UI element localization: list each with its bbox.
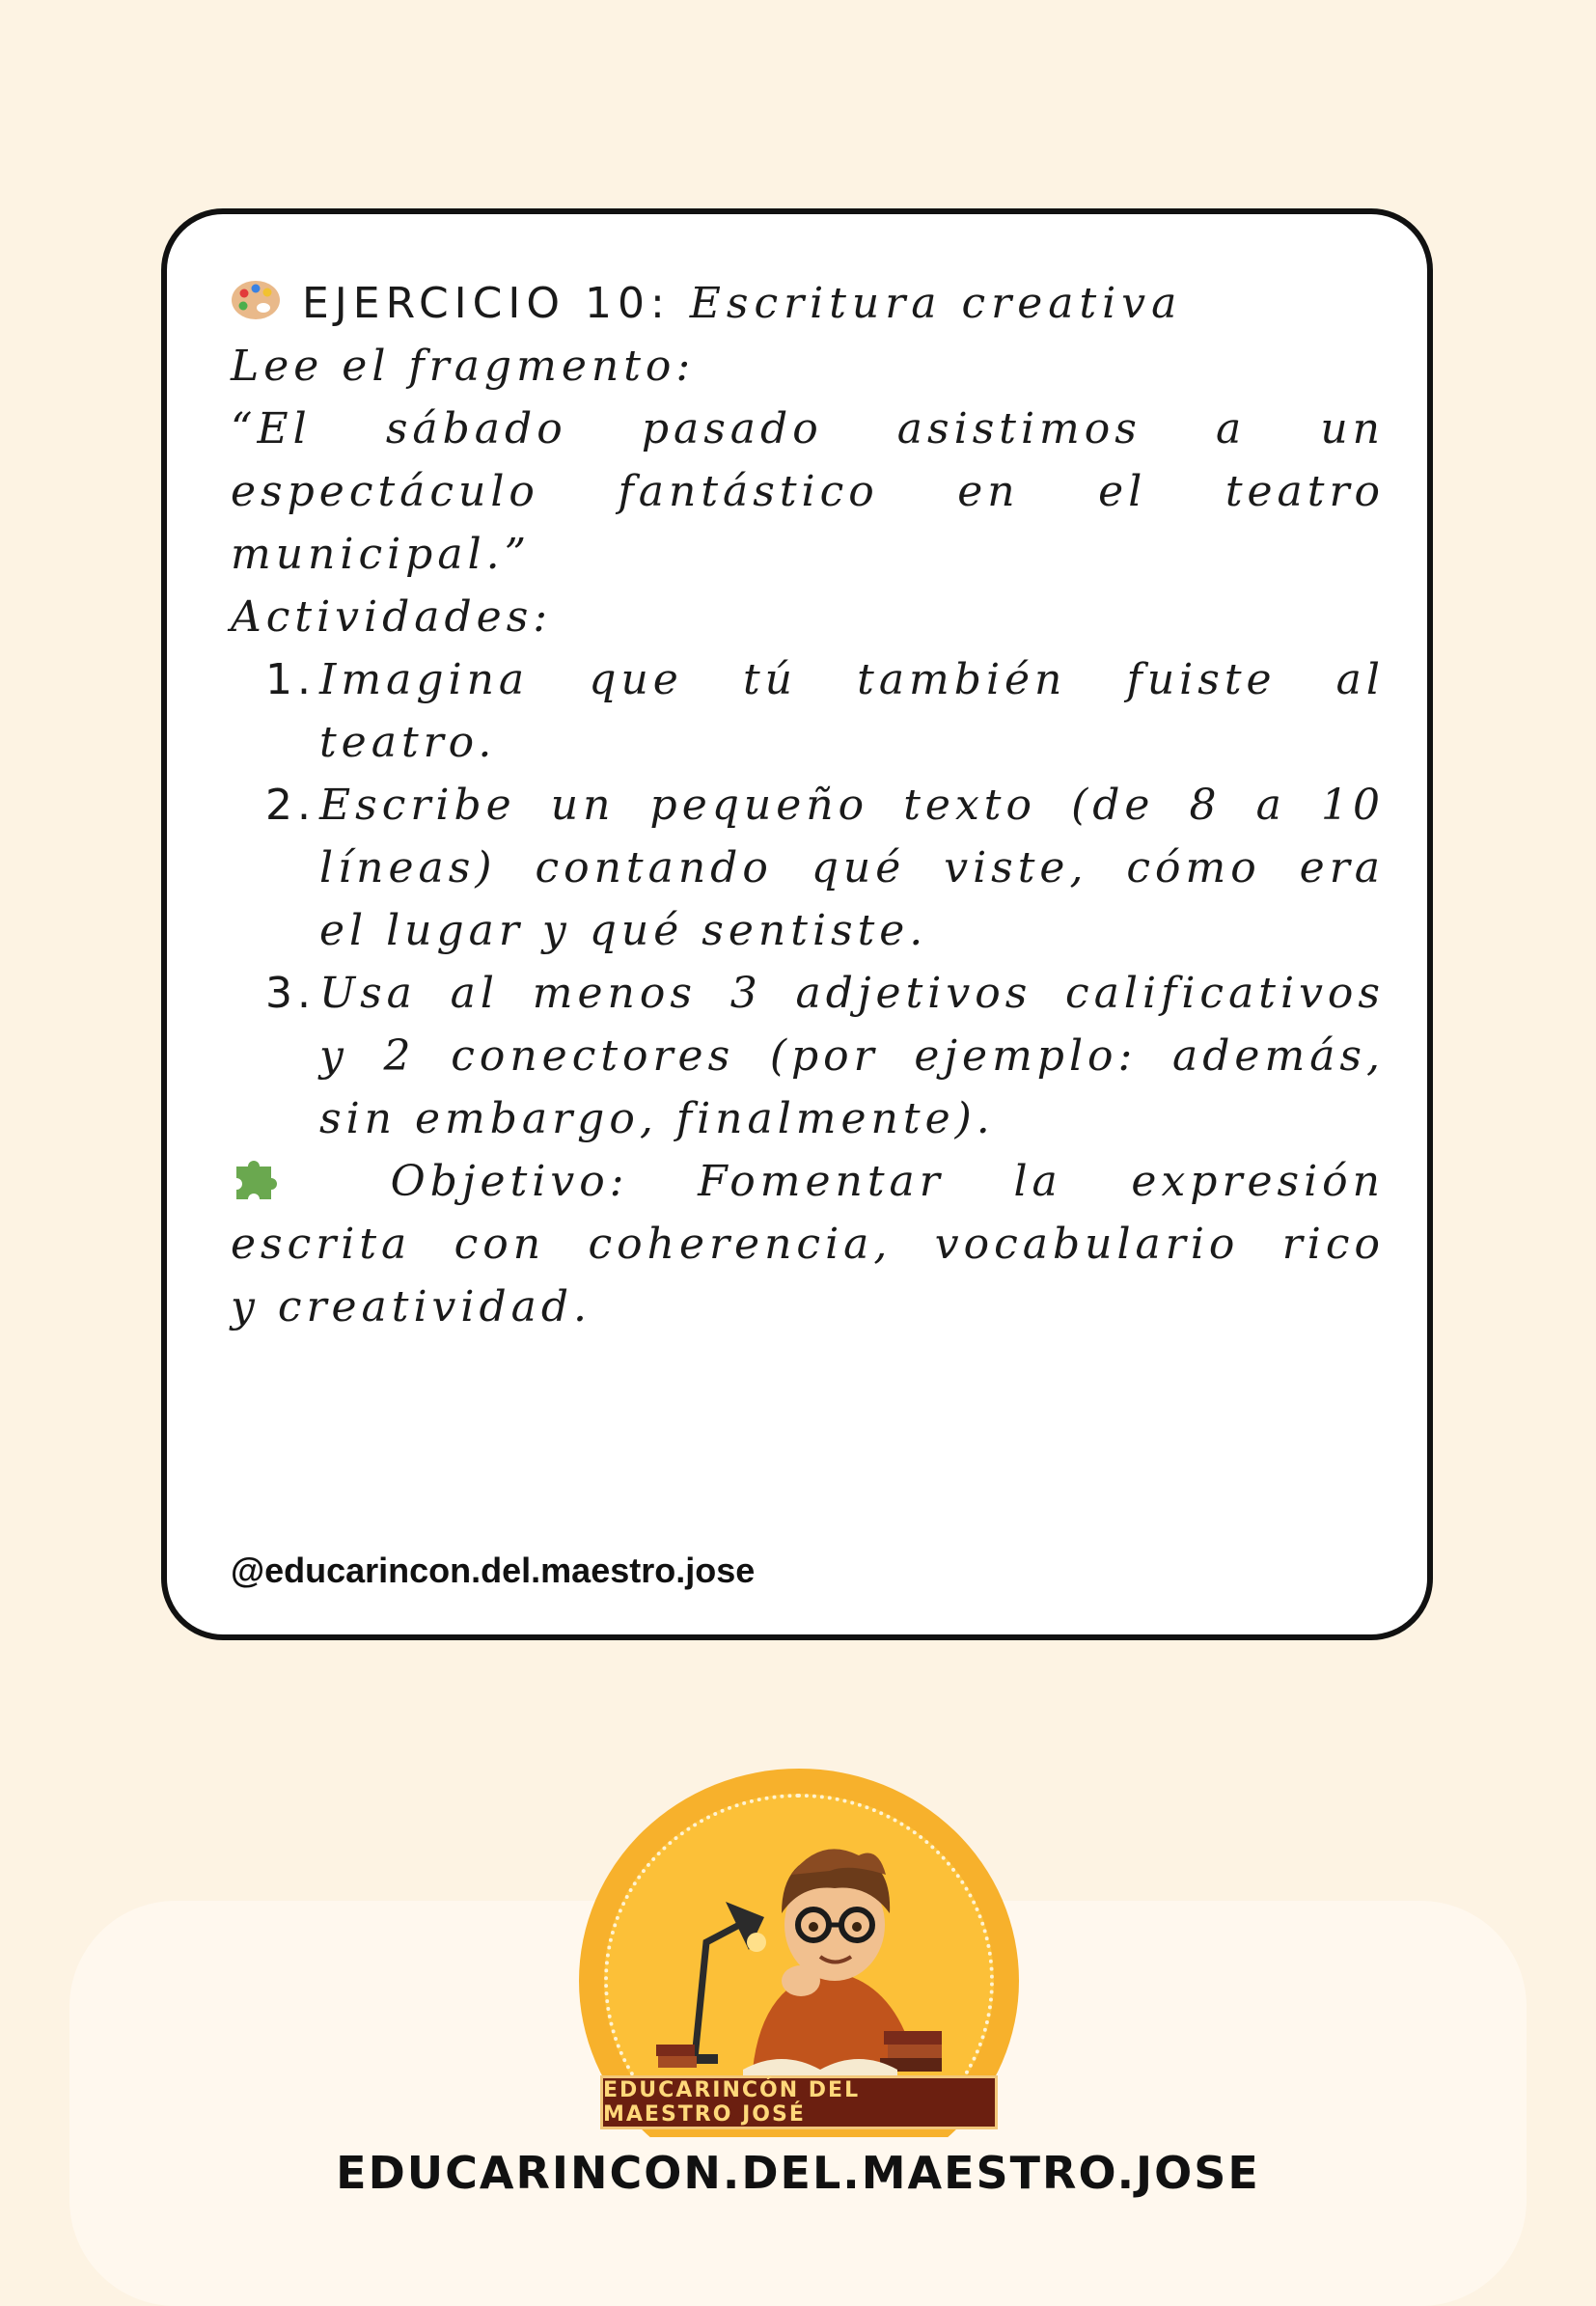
- activity-line: y 2 conectores (por ejemplo: además,: [319, 1031, 1385, 1081]
- objective-line: y creatividad.: [231, 1282, 592, 1331]
- puzzle-piece-icon: [231, 1153, 283, 1201]
- activity-line: Escribe un pequeño texto (de 8 a 10: [319, 781, 1385, 830]
- activity-line: sin embargo, finalmente).: [319, 1094, 995, 1143]
- activity-number: 1.: [265, 655, 316, 704]
- activity-number: 2.: [265, 781, 316, 830]
- teacher-illustration: [637, 1817, 965, 2077]
- activity-number: 3.: [265, 969, 316, 1018]
- author-handle: @educarincon.del.maestro.jose: [231, 1551, 756, 1590]
- activities-heading: Actividades:: [231, 592, 553, 642]
- objective-line: [231, 1150, 1385, 1213]
- intro-text: Lee el fragmento:: [231, 342, 696, 391]
- activity-item: [231, 774, 1385, 962]
- activity-item: [231, 648, 1385, 774]
- quote-line: municipal.”: [231, 530, 532, 579]
- activity-line: Usa al menos 3 adjetivos calificativos: [319, 969, 1385, 1018]
- activity-line: teatro.: [319, 718, 497, 767]
- exercise-title: [231, 272, 1385, 335]
- objective-text: Objetivo: Fomentar la expresión: [390, 1157, 1385, 1206]
- activities-list: [231, 648, 1385, 1150]
- quote-line: espectáculo fantástico en el teatro: [231, 467, 1385, 516]
- objective-line: escrita con coherencia, vocabulario rico: [231, 1220, 1385, 1269]
- footer-title: EDUCARINCON.DEL.MAESTRO.JOSE: [336, 2147, 1260, 2199]
- exercise-title-rest: Escritura creativa: [689, 279, 1183, 328]
- exercise-title-prefix: EJERCICIO 10:: [302, 279, 671, 328]
- exercise-content: [231, 272, 1385, 1338]
- activity-line: Imagina que tú también fuiste al: [319, 655, 1385, 704]
- exercise-card: [161, 208, 1433, 1640]
- educarincon-logo: [579, 1769, 1019, 2137]
- activity-line: líneas) contando qué viste, cómo era: [319, 843, 1385, 892]
- activity-item: [231, 962, 1385, 1150]
- activity-line: el lugar y qué sentiste.: [319, 906, 928, 955]
- artist-palette-icon: [231, 279, 281, 321]
- quote-line: “El sábado pasado asistimos a un: [231, 404, 1385, 453]
- logo-banner: EDUCARINCÓN DEL MAESTRO JOSÉ: [600, 2075, 998, 2129]
